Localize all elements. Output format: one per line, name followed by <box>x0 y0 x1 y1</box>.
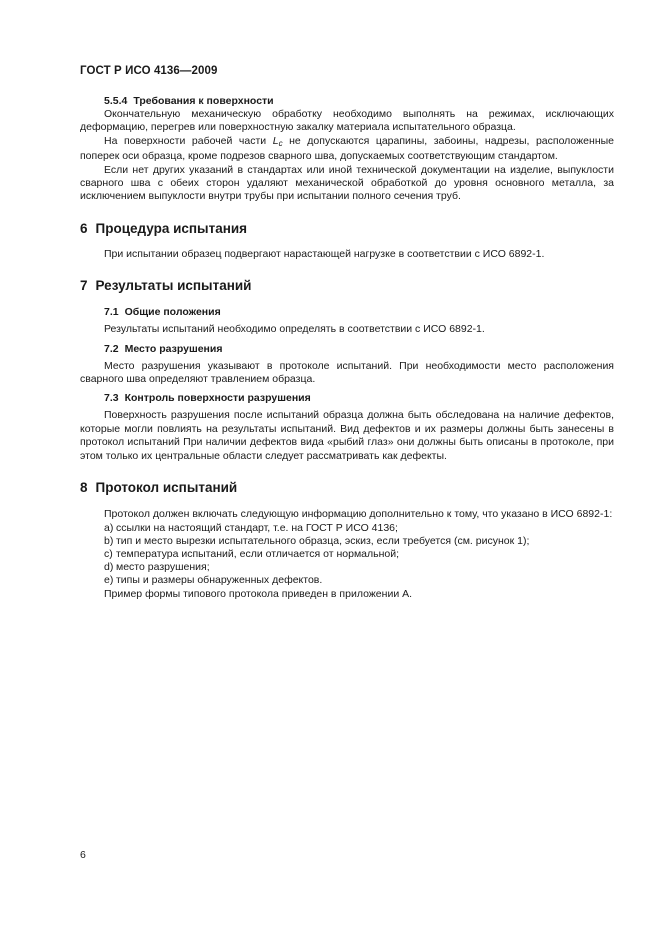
list-item <box>80 574 614 587</box>
paragraph-6-1: При испытании образец подвергают нарастающей нагрузке в соответствии с ИСО 6892-1. <box>104 247 545 260</box>
paragraph-8-closing: Пример формы типового протокола приведен в приложении А. <box>104 587 413 600</box>
list-marker: b) <box>104 534 114 547</box>
subsection-title: Требования к поверхности <box>133 95 274 107</box>
subsection-title: Контроль поверхности разрушения <box>124 392 311 405</box>
paragraph-7-2-1: Место разрушения указывают в протоколе испытаний. При необходимости место расположения сварного шва определяют травлением образца. <box>80 359 614 386</box>
list-marker: c) <box>104 547 113 560</box>
section-heading-7 <box>80 278 614 294</box>
page-body <box>80 64 614 601</box>
section-title: Процедура испытания <box>95 220 248 236</box>
subsection-heading-7-2 <box>80 343 614 356</box>
list-item <box>80 561 614 574</box>
subsection-number: 7.1 <box>104 306 119 319</box>
paragraph-5-5-4-1: Окончательную механическую обработку необходимо выполнять на режимах, исключающих деформацию, перегрев или поверхностную закалку материала испытательного образца. <box>80 108 614 134</box>
paragraph-7-3-1: Поверхность разрушения после испытаний образца должна быть обследована на наличие дефектов, которые могли повлиять на результаты испытаний. Вид дефектов и их размеры должны быть занесены в протокол испытаний При наличии дефектов вида «рыбий глаз» они должны быть описаны в протоколе, при этом только их центральные области следует рассматривать как дефекты. <box>80 409 614 462</box>
list-text: температура испытаний, если отличается от нормальной; <box>116 547 400 560</box>
subsection-heading-5-5-4 <box>80 95 614 108</box>
list-text: тип и место вырезки испытательного образца, эскиз, если требуется (см. рисунок 1); <box>116 534 530 547</box>
list-text: типы и размеры обнаруженных дефектов. <box>116 574 323 587</box>
page-number: 6 <box>80 849 86 861</box>
list-text: место разрушения; <box>116 561 210 574</box>
section-heading-8 <box>80 480 614 496</box>
symbol-l: L <box>272 134 279 147</box>
list-item <box>80 522 614 535</box>
subsection-number: 5.5.4 <box>104 95 128 107</box>
subsection-title: Место разрушения <box>124 342 223 355</box>
section-number: 7 <box>80 278 88 294</box>
list-marker: a) <box>104 521 114 534</box>
paragraph-5-5-4-3: Если нет других указаний в стандартах или иной технической документации на изделие, выпуклости сварного шва с обеих сторон удаляют механической обработкой до уровня основного металла, за исключением выпуклости внутри трубы при испытании полного сечения труб. <box>80 163 614 203</box>
section-number: 8 <box>80 480 88 496</box>
list-marker: d) <box>104 561 114 574</box>
section-title: Результаты испытаний <box>95 278 252 294</box>
list-text: ссылки на настоящий стандарт, т.е. на ГОСТ Р ИСО 4136; <box>116 521 398 534</box>
subsection-number: 7.3 <box>104 392 119 405</box>
section-number: 6 <box>80 220 88 236</box>
subsection-heading-7-1 <box>80 306 614 319</box>
paragraph-5-5-4-2 <box>80 135 614 164</box>
document-header: ГОСТ Р ИСО 4136—2009 <box>80 65 218 77</box>
subsection-heading-7-3 <box>80 392 614 405</box>
subsection-number: 7.2 <box>104 342 119 355</box>
paragraph-8-intro: Протокол должен включать следующую информацию дополнительно к тому, что указано в ИСО 6892-1: <box>104 508 613 521</box>
list-item <box>80 548 614 561</box>
paragraph-text: На поверхности рабочей части <box>104 134 267 147</box>
list-marker: e) <box>104 574 114 587</box>
symbol-subscript: c <box>278 138 283 148</box>
list-item <box>80 535 614 548</box>
paragraph-7-1-1: Результаты испытаний необходимо определять в соответствии с ИСО 6892-1. <box>104 323 485 336</box>
section-title: Протокол испытаний <box>95 480 238 496</box>
section-heading-6 <box>80 221 614 237</box>
subsection-title: Общие положения <box>124 306 221 319</box>
paragraph-text: не допускаются царапины, забоины, надрезы, расположенные поперек оси образца, кроме подрезов сварного шва, допускаемых соответствующим стандартом. <box>80 134 614 163</box>
